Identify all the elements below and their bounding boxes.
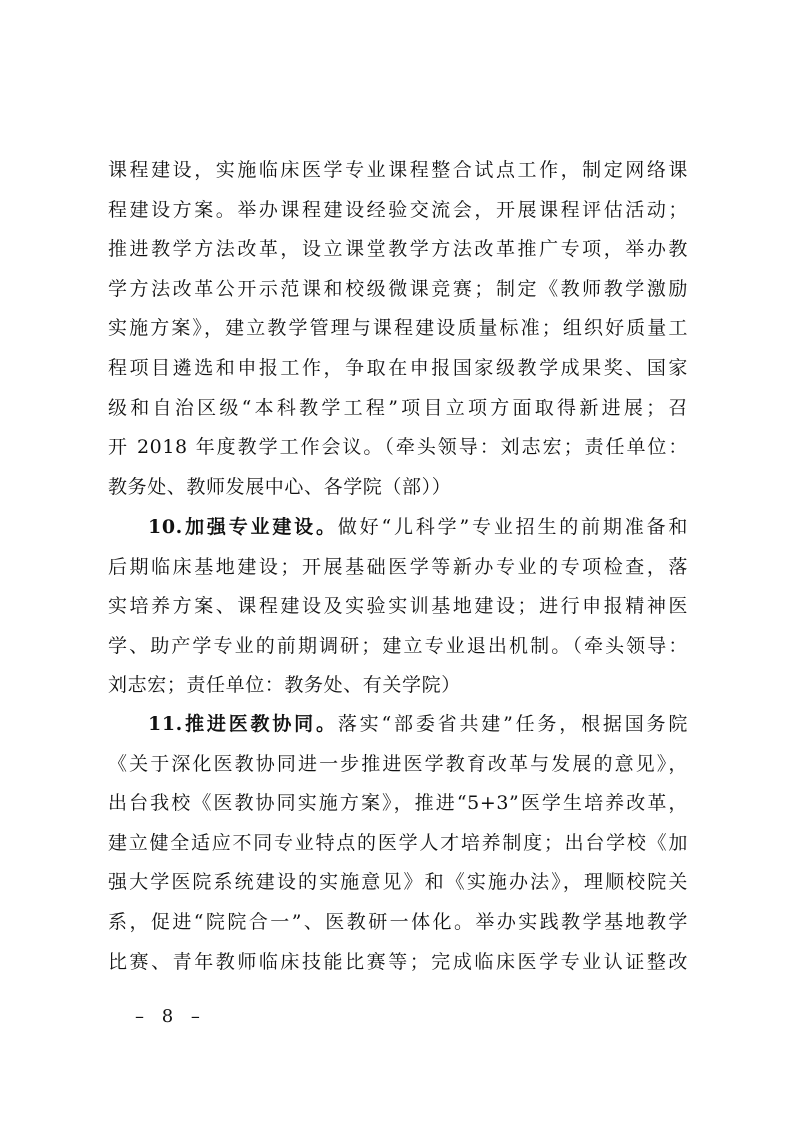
text-line: 比赛、青年教师临床技能比赛等；完成临床医学专业认证整改: [108, 950, 688, 973]
text-line: 实培养方案、课程建设及实验实训基地建设；进行申报精神医: [108, 595, 688, 618]
section-heading: 11.推进医教协同。: [148, 713, 338, 735]
text-line: 实施方案》，建立教学管理与课程建设质量标准；组织好质量工: [108, 317, 688, 340]
paragraph-medical-education: [108, 705, 688, 982]
text-line: 开 2018 年度教学工作会议。（牵头领导：刘志宏；责任单位：: [108, 436, 688, 459]
text-line: 建立健全适应不同专业特点的医学人才培养制度；出台学校《加: [108, 831, 688, 854]
text-line: 级和自治区级“本科教学工程”项目立项方面取得新进展；召: [108, 396, 688, 419]
text-line: 系，促进“院院合一”、医教研一体化。举办实践教学基地教学: [108, 910, 688, 933]
text-line: 学方法改革公开示范课和校级微课竞赛；制定《教师教学激励: [108, 277, 688, 300]
page-number: – 8 –: [135, 1006, 206, 1027]
text-line: 学、助产学专业的前期调研；建立专业退出机制。（牵头领导：: [108, 634, 688, 657]
text-line: 刘志宏；责任单位：教务处、有关学院）: [108, 674, 461, 697]
section-heading: 10.加强专业建设。: [148, 516, 338, 538]
text-line: 教务处、教师发展中心、各学院（部））: [108, 475, 452, 498]
text-line: 出台我校《医教协同实施方案》，推进“5+3”医学生培养改革，: [108, 792, 688, 815]
text-line: 强大学医院系统建设的实施意见》和《实施办法》，理顺校院关: [108, 871, 688, 894]
paragraph-major-construction: [108, 508, 688, 706]
text-line: 程建设方案。举办课程建设经验交流会，开展课程评估活动；: [108, 198, 688, 221]
paragraph-first-line: [108, 705, 688, 745]
text-line: 程项目遴选和申报工作，争取在申报国家级教学成果奖、国家: [108, 356, 688, 379]
text-line: 《关于深化医教协同进一步推进医学教育改革与发展的意见》，: [108, 752, 688, 775]
text-line: 推进教学方法改革，设立课堂教学方法改革推广专项，举办教: [108, 238, 688, 261]
paragraph-course-construction: [108, 151, 688, 507]
text-line: 后期临床基地建设；开展基础医学等新办专业的专项检查，落: [108, 555, 688, 578]
paragraph-first-line: [108, 508, 688, 548]
text-span: 做好“儿科学”专业招生的前期准备和: [337, 516, 688, 538]
text-line: 课程建设，实施临床医学专业课程整合试点工作，制定网络课: [108, 159, 688, 181]
text-span: 落实“部委省共建”任务，根据国务院: [337, 713, 688, 735]
